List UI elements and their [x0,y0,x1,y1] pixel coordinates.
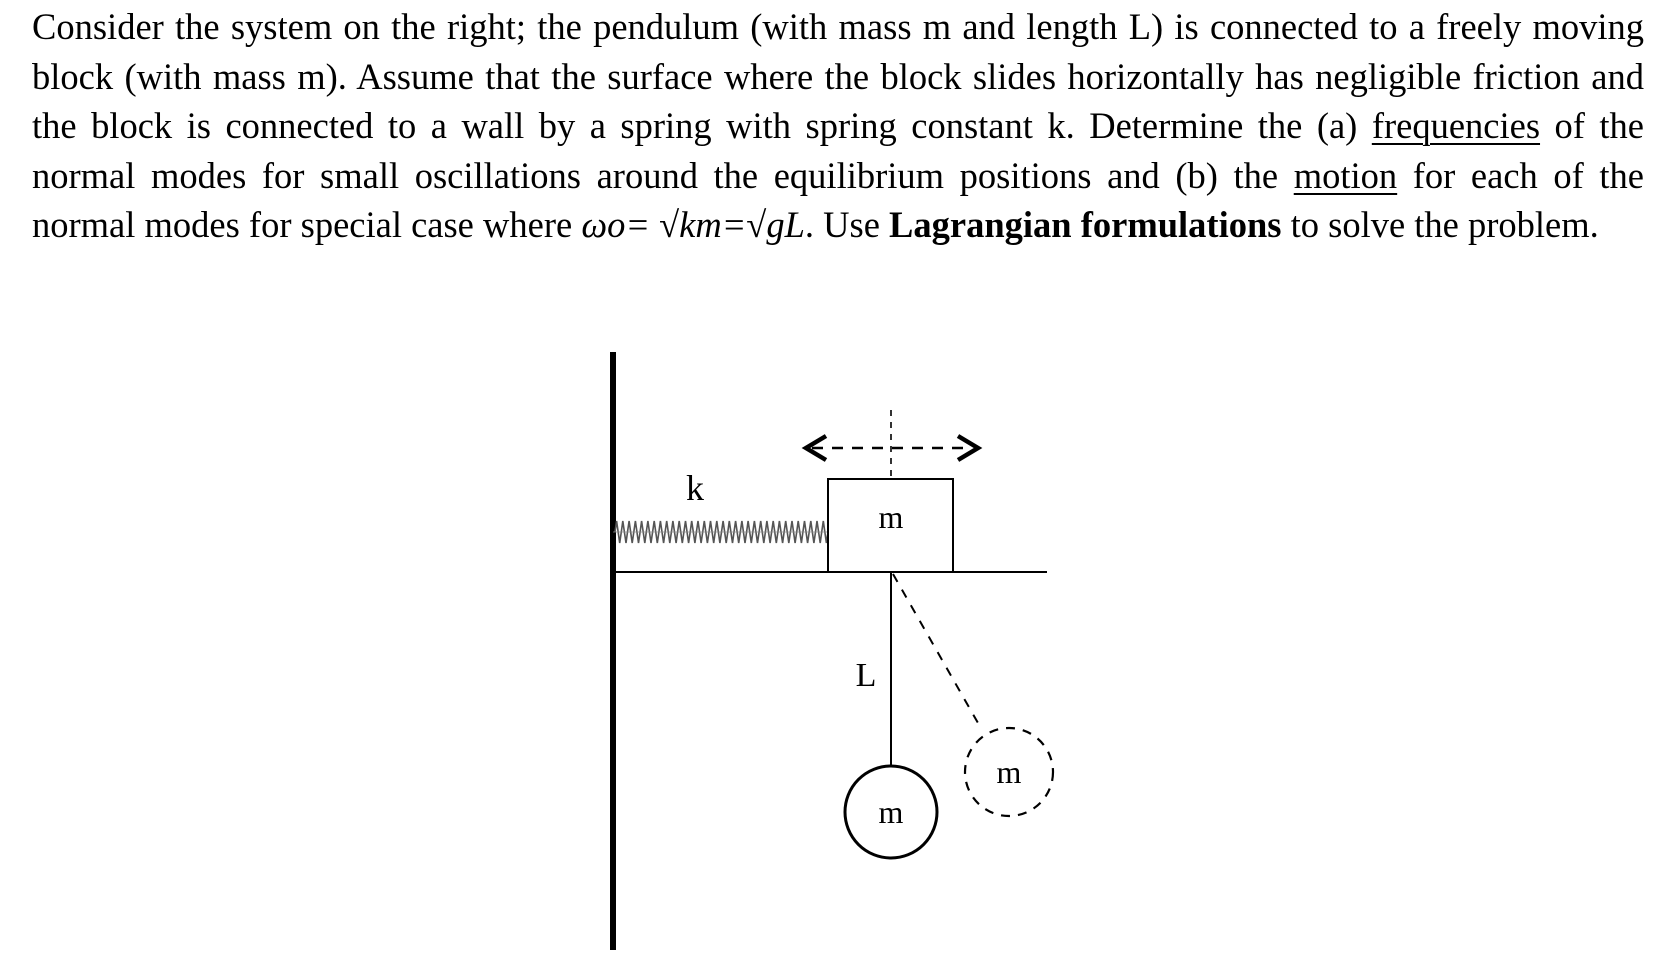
displaced-bob-mass-label: m [996,754,1022,790]
spring-constant-label: k [686,468,704,508]
problem-tail: to solve the problem. [1281,204,1599,245]
bob-mass-label: m [878,794,904,830]
problem-intro: Consider the system on the right; the pendulum (with mass m and length L) is connected to a freely moving block (with mass m). Assume that the surface where the block slides horizontally has negligible friction and the block is connected to a wall by a spring with spring constant k. Determine the (a) [32,6,1644,146]
lagrangian-word: Lagrangian formulations [889,204,1282,245]
block-mass-label: m [878,499,904,535]
omega-expression: ωo= √km=√gL [581,204,805,245]
length-label: L [855,657,877,694]
spring [613,521,828,543]
problem-middle: of the normal modes for small oscillations around the equilibrium positions and (b) the [32,105,1644,196]
displaced-rod [893,574,982,730]
problem-cont: for each of the normal modes for special case where [32,154,1644,245]
motion-word: motion [1293,154,1398,196]
frequencies-word: frequencies [1371,105,1541,146]
problem-use: . Use [804,204,890,245]
